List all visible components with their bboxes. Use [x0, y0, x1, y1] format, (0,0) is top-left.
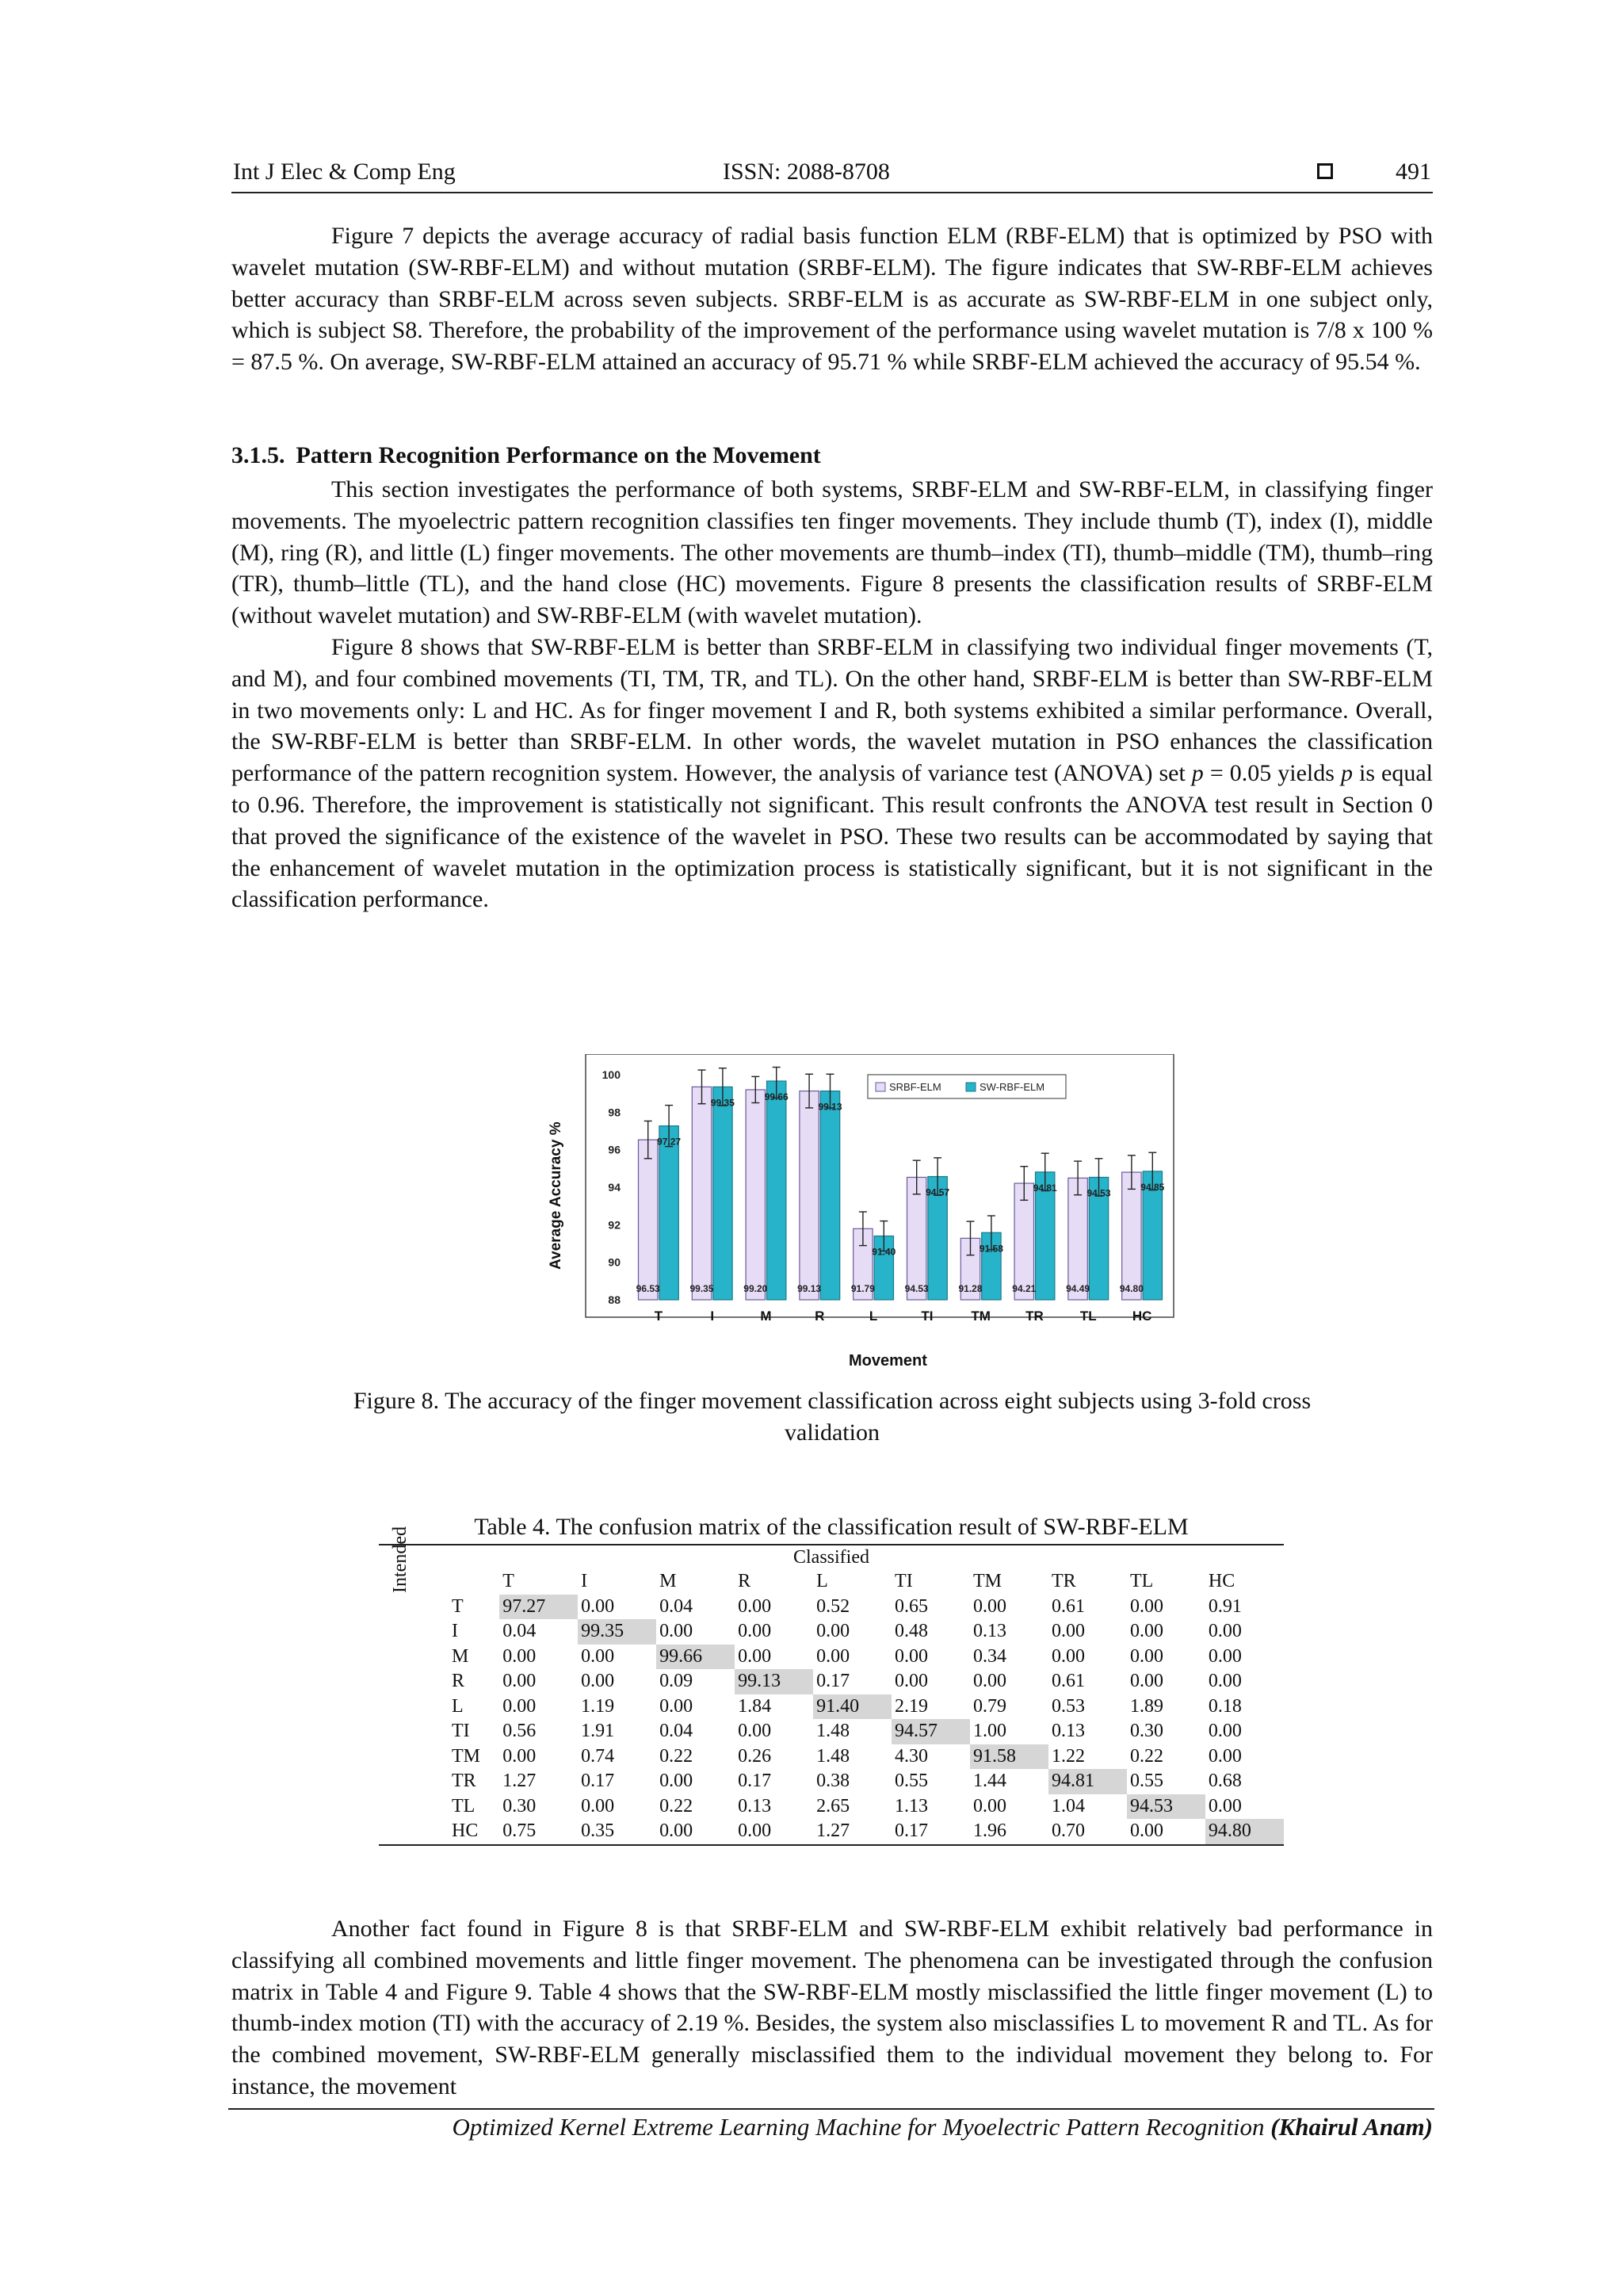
row-label: TM	[452, 1745, 480, 1767]
bar	[820, 1091, 839, 1300]
row-label: TI	[452, 1721, 470, 1742]
checkbox-square-icon	[1317, 163, 1333, 179]
matrix-cell: 0.00	[1129, 1645, 1163, 1667]
column-header: HC	[1208, 1571, 1235, 1592]
matrix-cell: 0.00	[1208, 1721, 1242, 1742]
caption-line: Figure 8. The accuracy of the finger movement classification across eight subjects using 3-fold cross	[353, 1388, 1312, 1414]
row-label: M	[452, 1645, 469, 1667]
matrix-cell: 91.58	[970, 1744, 1048, 1770]
x-tick-label: TM	[971, 1308, 991, 1324]
row-label: I	[452, 1621, 458, 1642]
x-tick-label: HC	[1132, 1308, 1152, 1324]
matrix-cell: 0.00	[816, 1645, 850, 1667]
matrix-cell: 0.00	[738, 1645, 772, 1667]
paragraph-text: Figure 7 depicts the average accuracy of radial basis function ELM (RBF-ELM) that is optimized by PSO with wavelet mutation (SW-RBF-ELM) and without mutation (SRBF-ELM). The figure indicates that SW-RBF-ELM achieves better accuracy than SRBF-ELM across seven subjects. SRBF-ELM is as accurate as SW-RBF-ELM in one subject only, which is subject S8. Therefore, the probability of the improvement of the performance using wavelet mutation is 7/8 x 100 % = 87.5 %. On average, SW-RBF-ELM attained an accuracy of 95.71 % while SRBF-ELM achieved the accuracy of 95.54 %.	[231, 223, 1433, 376]
x-tick-label: I	[710, 1308, 715, 1324]
legend-label-swrbf: SW-RBF-ELM	[980, 1081, 1045, 1093]
data-label: 94.53	[1086, 1187, 1111, 1199]
matrix-cell: 1.91	[581, 1721, 615, 1742]
matrix-cell: 1.48	[816, 1721, 850, 1742]
matrix-cell: 94.53	[1127, 1794, 1205, 1820]
matrix-cell: 0.18	[1208, 1695, 1242, 1717]
matrix-cell: 0.04	[502, 1621, 537, 1642]
matrix-cell: 1.96	[973, 1820, 1007, 1842]
matrix-cell: 0.55	[895, 1771, 929, 1792]
table-row	[449, 1669, 1284, 1694]
bar	[1068, 1178, 1087, 1300]
matrix-cell: 0.00	[816, 1621, 850, 1642]
bar	[800, 1091, 819, 1300]
corner-cell	[449, 1569, 499, 1595]
row-label: TR	[452, 1771, 476, 1792]
matrix-cell: 0.00	[973, 1671, 1007, 1692]
matrix-cell: 0.00	[581, 1645, 615, 1667]
data-label: 99.35	[689, 1283, 714, 1294]
x-tick-label: T	[654, 1308, 663, 1324]
matrix-cell: 0.00	[1129, 1820, 1163, 1842]
y-tick-label: 88	[608, 1293, 621, 1306]
matrix-cell: 0.00	[738, 1721, 772, 1742]
footer-rule	[228, 2108, 1434, 2110]
legend-swatch-swrbf	[966, 1083, 976, 1091]
bar	[692, 1087, 711, 1300]
matrix-cell: 0.17	[895, 1820, 929, 1842]
paragraph-confusion-discussion	[231, 1913, 1433, 2103]
table4	[379, 1512, 1284, 1846]
matrix-cell: 0.00	[1129, 1671, 1163, 1692]
matrix-cell: 0.00	[1051, 1645, 1085, 1667]
row-label: R	[452, 1671, 465, 1692]
row-label: TL	[452, 1795, 475, 1817]
matrix-cell: 1.27	[816, 1820, 850, 1842]
matrix-cell: 0.22	[659, 1745, 693, 1767]
matrix-cell: 94.81	[1048, 1769, 1127, 1794]
x-tick-label: M	[760, 1308, 772, 1324]
data-label: 91.28	[958, 1283, 983, 1294]
x-tick-label: L	[869, 1308, 878, 1324]
matrix-cell: 1.44	[973, 1771, 1007, 1792]
table-row	[449, 1595, 1284, 1620]
x-tick-label: TR	[1025, 1308, 1044, 1324]
matrix-cell: 0.00	[502, 1695, 537, 1717]
data-label: 99.66	[764, 1091, 789, 1103]
row-label: T	[452, 1595, 464, 1617]
matrix-cell: 0.38	[816, 1771, 850, 1792]
matrix-cell: 0.22	[659, 1795, 693, 1817]
matrix-cell: 0.55	[1129, 1771, 1163, 1792]
matrix-cell: 0.17	[581, 1771, 615, 1792]
footer-title: Optimized Kernel Extreme Learning Machine for Myoelectric Pattern Recognition	[452, 2113, 1271, 2141]
column-header: TM	[973, 1571, 1002, 1592]
matrix-cell: 0.00	[1129, 1621, 1163, 1642]
legend-label-srbf: SRBF-ELM	[889, 1081, 941, 1093]
matrix-cell: 0.00	[1208, 1621, 1242, 1642]
bar	[713, 1087, 732, 1300]
data-label: 94.53	[904, 1283, 929, 1294]
matrix-cell: 0.91	[1208, 1595, 1242, 1617]
confusion-matrix	[449, 1569, 1284, 1844]
data-label: 91.40	[872, 1246, 896, 1258]
figure8-caption	[231, 1385, 1433, 1449]
matrix-cell: 0.26	[738, 1745, 772, 1767]
matrix-cell: 0.00	[502, 1671, 537, 1692]
bar	[638, 1140, 657, 1300]
matrix-cell: 0.00	[1051, 1621, 1085, 1642]
data-label: 99.20	[743, 1283, 768, 1294]
matrix-cell: 91.40	[813, 1694, 892, 1720]
matrix-cell: 0.00	[895, 1645, 929, 1667]
matrix-cell: 2.19	[895, 1695, 929, 1717]
matrix-cell: 0.00	[738, 1621, 772, 1642]
column-header: L	[816, 1571, 828, 1592]
table-row	[449, 1769, 1284, 1794]
matrix-cell: 2.65	[816, 1795, 850, 1817]
matrix-cell: 99.66	[656, 1645, 735, 1670]
row-label: L	[452, 1695, 464, 1717]
x-tick-label: TI	[921, 1308, 934, 1324]
y-axis-label: Average Accuracy %	[548, 1121, 564, 1270]
x-axis-label: Movement	[849, 1352, 927, 1370]
matrix-cell: 0.30	[502, 1795, 537, 1817]
matrix-cell: 0.35	[581, 1820, 615, 1842]
matrix-cell: 0.53	[1051, 1695, 1085, 1717]
matrix-cell: 0.52	[816, 1595, 850, 1617]
column-header: TR	[1051, 1571, 1076, 1592]
matrix-cell: 1.89	[1129, 1695, 1163, 1717]
paragraph-movement-intro	[231, 474, 1433, 915]
matrix-cell: 0.65	[895, 1595, 929, 1617]
column-header: TI	[895, 1571, 913, 1592]
matrix-cell: 1.27	[502, 1771, 537, 1792]
table-row	[449, 1619, 1284, 1645]
issn: ISSN: 2088-8708	[723, 159, 890, 185]
data-label: 94.85	[1140, 1181, 1165, 1193]
section-title: Pattern Recognition Performance on the Movement	[296, 442, 821, 468]
matrix-cell: 1.04	[1051, 1795, 1085, 1817]
matrix-cell: 0.74	[581, 1745, 615, 1767]
classified-label: Classified	[793, 1547, 869, 1568]
matrix-cell: 1.00	[973, 1721, 1007, 1742]
table-row	[449, 1744, 1284, 1770]
running-footer	[231, 2113, 1433, 2141]
matrix-cell: 0.00	[659, 1695, 693, 1717]
column-header: T	[502, 1571, 514, 1592]
paragraph-text: This section investigates the performance of both systems, SRBF-ELM and SW-RBF-ELM, in classifying finger movements. The myoelectric pattern recognition classifies ten finger movements. They include thumb (T), index (I), middle (M), ring (R), and little (L) finger movements. The other movements are thumb–index (TI), thumb–middle (TM), thumb–ring (TR), thumb–little (TL), and the hand close (HC) movements. Figure 8 presents the classification results of SRBF-ELM (without wavelet mutation) and SW-RBF-ELM (with wavelet mutation).	[231, 476, 1433, 629]
data-label: 91.79	[850, 1283, 875, 1294]
matrix-cell: 4.30	[895, 1745, 929, 1767]
header-row	[449, 1569, 1284, 1595]
table-row	[449, 1819, 1284, 1844]
data-label: 99.35	[710, 1097, 735, 1109]
matrix-cell: 0.00	[1129, 1595, 1163, 1617]
section-heading	[231, 442, 821, 469]
matrix-cell: 0.61	[1051, 1595, 1085, 1617]
y-tick-label: 100	[601, 1068, 621, 1081]
paragraph-figure8-discussion: Figure 8 shows that SW-RBF-ELM is better than SRBF-ELM in classifying two individual finger movements (T, and M), and four combined movements (TI, TM, TR, and TL). On the other hand, SRBF-ELM is better than SW-RBF-ELM in two movements only: L and HC. As for finger movement I and R, both systems exhibited a similar performance. Overall, the SW-RBF-ELM is better than SRBF-ELM. In other words, the wavelet mutation in PSO enhances the classification performance of the pattern recognition system. However, the analysis of variance test (ANOVA) set p = 0.05 yields p is equal to 0.96. Therefore, the improvement is statistically not significant. This result confronts the ANOVA test result in Section 0 that proved the significance of the existence of the wavelet in PSO. These two results can be accommodated by saying that the enhancement of wavelet mutation in the optimization process is statistically significant, but it is not significant in the classification performance.	[231, 633, 1433, 913]
matrix-cell: 0.48	[895, 1621, 929, 1642]
x-tick-label: R	[815, 1308, 825, 1324]
table-row	[449, 1645, 1284, 1670]
matrix-cell: 0.79	[973, 1695, 1007, 1717]
x-tick-label: TL	[1079, 1308, 1097, 1324]
intended-label: Intended	[390, 1526, 411, 1593]
page-number: 491	[1396, 159, 1431, 185]
column-header: M	[659, 1571, 677, 1592]
matrix-cell: 0.00	[581, 1671, 615, 1692]
paragraph-figure7-discussion	[231, 220, 1433, 378]
running-header	[231, 155, 1433, 193]
data-label: 94.80	[1119, 1283, 1144, 1294]
table-row	[449, 1794, 1284, 1820]
data-label: 96.53	[636, 1283, 660, 1294]
table-bottom-rule	[379, 1844, 1284, 1846]
matrix-cell: 0.17	[738, 1771, 772, 1792]
paragraph-text: Another fact found in Figure 8 is that SRBF-ELM and SW-RBF-ELM exhibit relatively bad performance in classifying all combined movements and little finger movement. The phenomena can be investigated through the confusion matrix in Table 4 and Figure 9. Table 4 shows that the SW-RBF-ELM mostly misclassified the little finger movement (L) to thumb-index motion (TI) with the accuracy of 2.19 %. Besides, the system also misclassifies L to movement R and TL. As for the combined movement, SW-RBF-ELM generally misclassified them to the individual movement they belong to. For instance, the movement	[231, 1916, 1433, 2099]
data-label: 99.13	[797, 1283, 822, 1294]
table-row	[449, 1694, 1284, 1720]
y-tick-label: 90	[608, 1255, 621, 1269]
matrix-cell: 1.19	[581, 1695, 615, 1717]
matrix-cell: 0.30	[1129, 1721, 1163, 1742]
matrix-cell: 97.27	[499, 1595, 578, 1620]
journal-name: Int J Elec & Comp Eng	[233, 159, 456, 185]
legend	[868, 1075, 1066, 1098]
matrix-cell: 0.17	[816, 1671, 850, 1692]
matrix-cell: 0.68	[1208, 1771, 1242, 1792]
figure8-bar-chart	[543, 1054, 1177, 1371]
row-label: HC	[452, 1820, 479, 1842]
y-tick-label: 94	[608, 1181, 621, 1194]
matrix-cell: 0.00	[502, 1745, 537, 1767]
matrix-cell: 0.00	[1208, 1745, 1242, 1767]
matrix-cell: 0.09	[659, 1671, 693, 1692]
bar	[746, 1090, 765, 1300]
legend-swatch-srbf	[876, 1083, 885, 1091]
matrix-cell: 0.00	[1208, 1645, 1242, 1667]
matrix-cell: 1.84	[738, 1695, 772, 1717]
bar	[767, 1081, 786, 1300]
matrix-cell: 1.22	[1051, 1745, 1085, 1767]
data-label: 97.27	[657, 1136, 682, 1148]
matrix-cell: 0.70	[1051, 1820, 1085, 1842]
matrix-cell: 0.13	[1051, 1721, 1085, 1742]
bar	[659, 1126, 678, 1300]
matrix-cell: 0.00	[895, 1671, 929, 1692]
matrix-cell: 0.61	[1051, 1671, 1085, 1692]
matrix-cell: 0.04	[659, 1721, 693, 1742]
matrix-cell: 0.34	[973, 1645, 1007, 1667]
column-header: R	[738, 1571, 751, 1592]
matrix-cell: 1.13	[895, 1795, 929, 1817]
data-label: 94.49	[1066, 1283, 1090, 1294]
column-header: TL	[1129, 1571, 1154, 1592]
matrix-cell: 0.00	[659, 1621, 693, 1642]
bar	[1122, 1172, 1141, 1300]
caption-line: validation	[785, 1419, 880, 1446]
matrix-cell: 0.00	[502, 1645, 537, 1667]
matrix-cell: 0.56	[502, 1721, 537, 1742]
matrix-cell: 0.00	[581, 1795, 615, 1817]
matrix-cell: 0.22	[1129, 1745, 1163, 1767]
y-tick-label: 96	[608, 1143, 621, 1156]
matrix-cell: 0.00	[738, 1820, 772, 1842]
matrix-cell: 0.00	[659, 1820, 693, 1842]
matrix-cell: 0.00	[973, 1595, 1007, 1617]
matrix-cell: 0.75	[502, 1820, 537, 1842]
matrix-cell: 0.00	[581, 1595, 615, 1617]
table-title: Table 4. The confusion matrix of the classification result of SW-RBF-ELM	[474, 1514, 1189, 1540]
column-header: I	[581, 1571, 588, 1592]
table-row	[449, 1719, 1284, 1744]
matrix-cell: 0.13	[973, 1621, 1007, 1642]
matrix-cell: 99.13	[735, 1669, 813, 1694]
matrix-cell: 0.13	[738, 1795, 772, 1817]
data-label: 94.21	[1012, 1283, 1037, 1294]
matrix-cell: 0.04	[659, 1595, 693, 1617]
matrix-cell: 1.48	[816, 1745, 850, 1767]
matrix-cell: 94.80	[1205, 1819, 1284, 1844]
y-tick-label: 98	[608, 1106, 621, 1119]
footer-author: (Khairul Anam)	[1270, 2113, 1433, 2141]
data-label: 94.81	[1033, 1182, 1057, 1194]
matrix-cell: 0.00	[659, 1771, 693, 1792]
data-label: 99.13	[818, 1101, 842, 1113]
matrix-cell: 0.00	[738, 1595, 772, 1617]
bar	[1014, 1183, 1033, 1300]
data-label: 91.58	[979, 1243, 1003, 1255]
matrix-cell: 94.57	[892, 1719, 970, 1744]
section-number: 3.1.5.	[231, 442, 285, 468]
y-tick-label: 92	[608, 1218, 621, 1232]
matrix-cell: 0.00	[973, 1795, 1007, 1817]
matrix-cell: 0.00	[1208, 1671, 1242, 1692]
data-label: 94.57	[926, 1186, 950, 1198]
matrix-cell: 99.35	[578, 1619, 656, 1645]
matrix-cell: 0.00	[1208, 1795, 1242, 1817]
bar	[907, 1177, 926, 1300]
